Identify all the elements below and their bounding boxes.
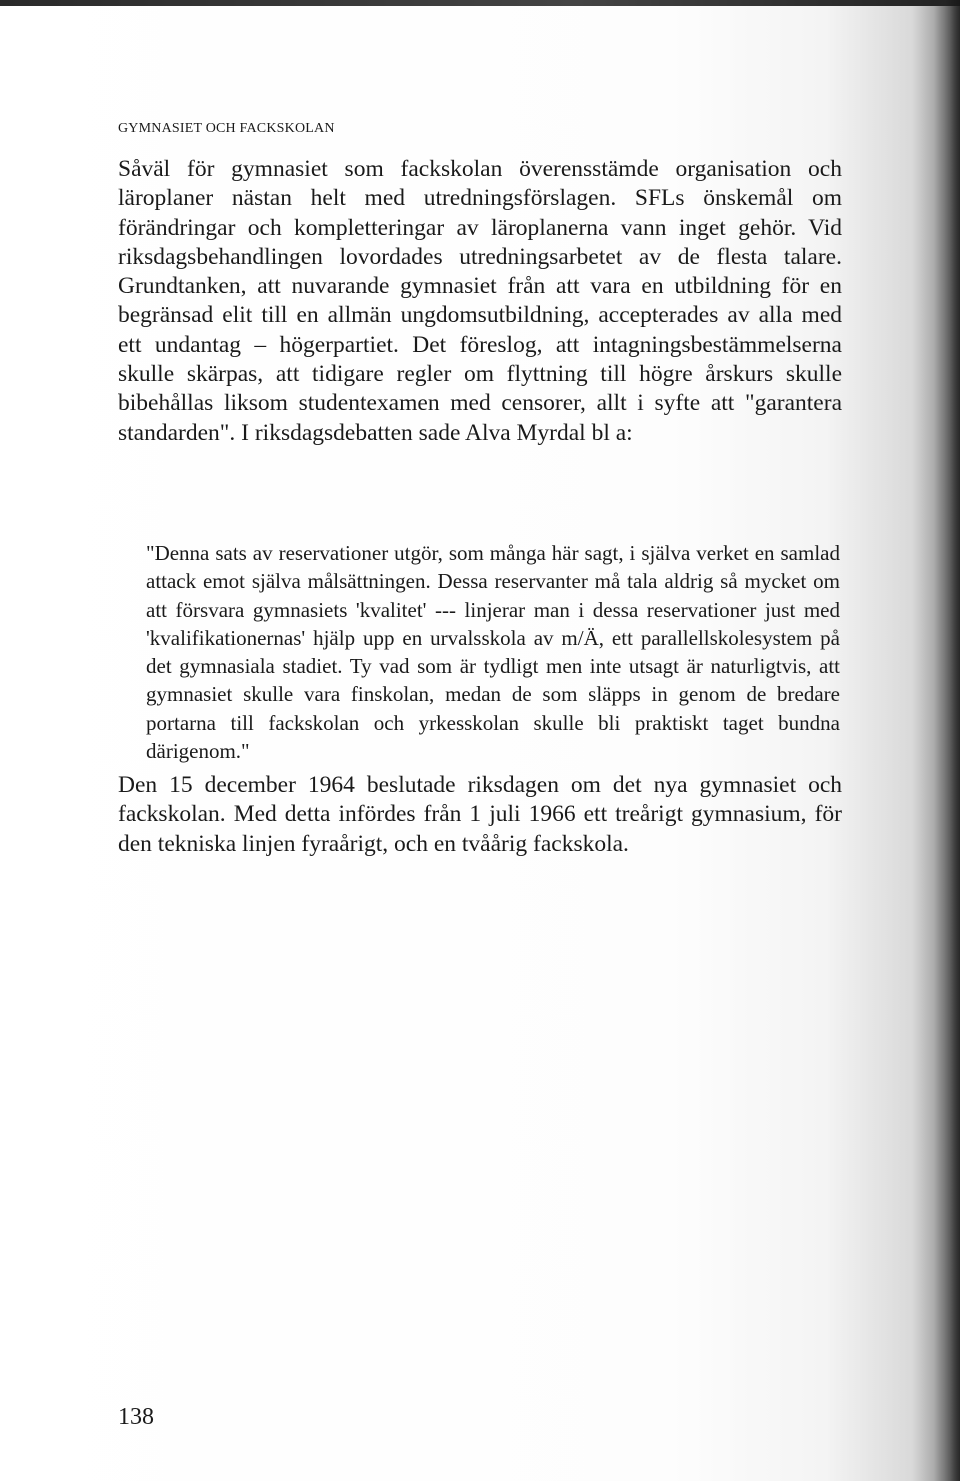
page-binding-shadow (934, 0, 960, 1481)
page-top-edge (0, 0, 960, 6)
conclusion-paragraph: Den 15 december 1964 beslutade riksdagen om det nya gymnasiet och fackskolan. Med detta infördes från 1 juli 1966 ett treårigt gymnasium, för den tekniska linjen fyraårigt, och en tvåårig fackskola. (118, 772, 842, 857)
running-head: GYMNASIET OCH FACKSKOLAN (118, 121, 335, 136)
block-quote: "Denna sats av reservationer utgör, som många här sagt, i själva verket en samlad attack emot själva målsättningen. Dessa reservanter må tala aldrig så mycket om att försvara gymnasiets 'kvalitet' --- linjerar man i dessa reservationer just med 'kvalifikationernas' hjälp upp en urvalsskola av m/Ä, ett parallellskolesystem på det gymnasiala stadiet. Ty vad som är tydligt men inte utsagt är naturligtvis, att gymnasiet skulle vara finskolan, medan de som släpps in genom de bredare portarna till fackskolan och yrkesskolan skulle bli praktiskt taget bundna därigenom." (146, 541, 840, 764)
page-number: 138 (118, 1404, 154, 1430)
intro-paragraph: Såväl för gymnasiet som fackskolan överensstämde organisation och läroplaner nästan helt med utredningsförslagen. SFLs önskemål om förändringar och kompletteringar av läroplanerna vann inget gehör. Vid riksdagsbehandlingen lovordades utredningsarbetet av de flesta talare. Grundtanken, att nuvarande gymnasiet från att vara en utbildning för en begränsad elit till en allmän ungdomsutbildning, accepterades av alla med ett undantag – högerpartiet. Det föreslog, att intagningsbestämmelserna skulle skärpas, att tidigare regler om flyttning till högre årskurs skulle bibehållas liksom studentexamen med censorer, allt i syfte att "garantera standarden". I riksdagsdebatten sade Alva Myrdal bl a: (118, 156, 842, 446)
